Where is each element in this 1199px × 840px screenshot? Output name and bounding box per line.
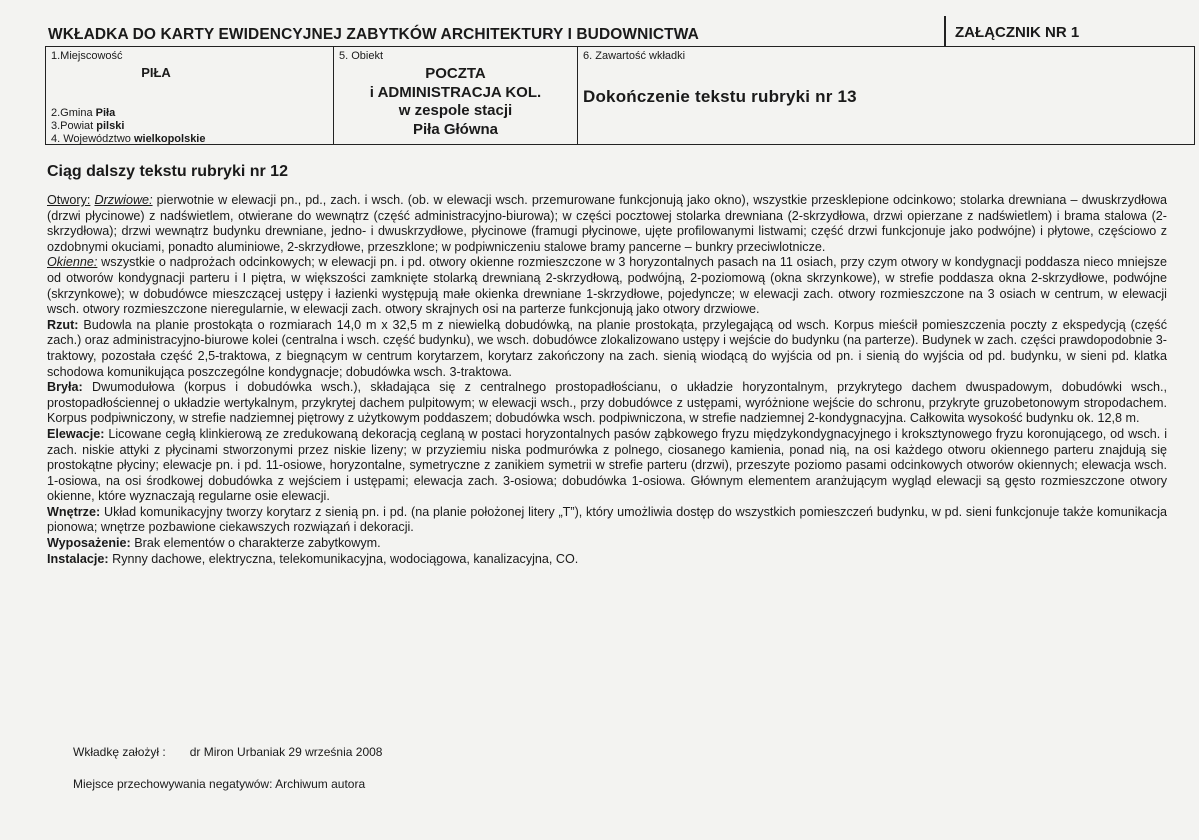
object-line-4: Piła Główna bbox=[412, 120, 499, 138]
bryla-label: Bryła: bbox=[47, 380, 83, 395]
paragraph-instalacje bbox=[47, 552, 1167, 568]
powiat-line bbox=[51, 120, 124, 133]
header-table bbox=[45, 46, 1195, 145]
instalacje-text: Rynny dachowe, elektryczna, telekomunikacyjna, wodociągowa, kanalizacyjna, CO. bbox=[108, 551, 579, 566]
voivodeship-line bbox=[51, 133, 205, 146]
contents-cell bbox=[577, 47, 1194, 144]
object-line-1: POCZTA bbox=[425, 65, 486, 82]
location-cell bbox=[46, 47, 333, 144]
gmina-line bbox=[51, 107, 115, 120]
powiat-value: pilski bbox=[96, 120, 125, 132]
object-label: 5. Obiekt bbox=[339, 50, 384, 62]
bryla-text: Dwumodułowa (korpus i dobudówka wsch.), składająca się z centralnego prostopadłościanu, o układzie horyzontalnym, przykrytego dachem dwuspadowym, dobudówki wsch., prostopadłościennej o układzie wertykalnym, przykrytej dachem pulpitowym; w elewacji wsch., przy dobudówce z ustępami, wyróżnione wejście do schronu, przykryte gruzobetonowym stropodachem. Korpus podpiwniczony, w strefie nadziemnej piętrowy z użytkowym poddaszem; dobudówka wsch. podpiwniczona, w strefie nadziemnej 2-kondygnacyjna. Całkowita wysokość budynku ok. 12,8 m. bbox=[47, 380, 1167, 426]
author-line bbox=[73, 745, 382, 759]
gmina-value: Piła bbox=[95, 107, 116, 119]
elewacje-label: Elewacje: bbox=[47, 426, 105, 441]
okienne-text: wszystkie o nadprożach odcinkowych; w elewacji pn. i pd. otwory okienne rozmieszczone w 3 horyzontalnych pasach na 11 osiach, przy czym otwory w kondygnacji poddasza nieco mniejsze od otworów kondygnacji parteru i I piętra, w większości zamknięte stolarką drewnianą 2-skrzydłową, podwójną, 2-poziomową (okna skrzynkowe), w strefie poddasza okna 2-skrzydłowe, podwójne (skrzynkowe); w dobudówce mieszczącej ustępy i łazienki występują małe okienka drewniane 1-skrzydłowe, pojedyncze; w elewacji zach. otwory rozmieszczone na 3 osiach w centrum, w elewacji wsch. otwory rozmieszczone nieregularnie, w elewacji zach. otwory skrajnych osi na parterze funkcjonują jako otwory drzwiowe. bbox=[47, 255, 1167, 317]
wnetrze-label: Wnętrze: bbox=[47, 504, 101, 519]
object-line-2: i ADMINISTRACJA KOL. bbox=[369, 83, 542, 101]
gmina-label: 2.Gmina bbox=[51, 107, 96, 119]
paragraph-rzut bbox=[47, 318, 1167, 380]
paragraph-wnetrze bbox=[47, 505, 1167, 536]
document-title: WKŁADKA DO KARTY EWIDENCYJNEJ ZABYTKÓW ARCHITEKTURY I BUDOWNICTWA bbox=[48, 26, 699, 43]
voivodeship-label: 4. Województwo bbox=[51, 133, 134, 145]
section-title: Ciąg dalszy tekstu rubryki nr 12 bbox=[47, 163, 288, 180]
author-value: dr Miron Urbaniak 29 września 2008 bbox=[189, 745, 383, 759]
voivodeship-value: wielkopolskie bbox=[133, 133, 206, 145]
powiat-label: 3.Powiat bbox=[51, 120, 97, 132]
contents-label: 6. Zawartość wkładki bbox=[583, 50, 686, 62]
elewacje-text: Licowane cegłą klinkierową ze zredukowaną dekoracją ceglaną w postaci horyzontalnych pasów ząbkowego fryzu międzykondygnacyjnego i kroksztynowego fryzu koronującego, od wsch. i zach. niskie attyki z płycinami stworzonymi przez niskie lizeny; w przyziemiu niska podmurówka z polnego, ciosanego kamienia, ponad nią, na osi każdego otworu okiennego parteru znajdują się prostokątne płyciny; elewacje pn. i pd. 11-osiowe, horyzontalne, symetryczne z zanikiem symetrii w strefie parteru (drzwi), przeszyte poziomo pasami odcinkowych otworów okiennych; elewacja wsch. 1-osiowa, na osi środkowej dobudówka z wejściem i ustępami; elewacja zach. 3-osiowa; dobudówka 1-osiowa. Głównym elementem aranżującym wygląd elewacji są gęsto rozmieszczone otwory okienne, które wyznaczają regularne osie elewacji. bbox=[47, 426, 1167, 504]
drzwiowe-label: Drzwiowe: bbox=[94, 193, 153, 207]
wyposazenie-label: Wyposażenie: bbox=[47, 536, 131, 551]
rzut-text: Budowla na planie prostokąta o rozmiarach 14,0 m x 32,5 m z niewielką dobudówką, na planie prostokąta, przylegającą od wsch. Korpus mieścił pomieszczenia poczty z ekspedycją (część zach.) oraz administracyjno-biurowe kolei (centralna i wsch. część budynku), we wsch. dobudówce zlokalizowano ustępy i wejście do budynku (na parterze). Budynek w zach. części prawdopodobnie 3-traktowy, pozostała część 2,5-traktowa, z biegnącym w centrum korytarzem, korytarz zakończony na zach. sienią wiodącą do wyjścia od pn. i sienią do wyjścia od pd. budynku, w sieni pd. klatka schodowa komunikująca poszczególne kondygnacje; dobudówka wsch. 3-traktowa. bbox=[47, 317, 1167, 379]
object-cell bbox=[333, 47, 577, 144]
okienne-label: Okienne: bbox=[47, 255, 98, 270]
annex-label: ZAŁĄCZNIK NR 1 bbox=[955, 24, 1080, 41]
instalacje-label: Instalacje: bbox=[47, 551, 109, 566]
storage-line: Miejsce przechowywania negatywów: Archiwum autora bbox=[73, 777, 366, 791]
contents-value: Dokończenie tekstu rubryki nr 13 bbox=[583, 87, 857, 106]
town-name: PIŁA bbox=[141, 65, 171, 80]
paragraph-okienne bbox=[47, 255, 1167, 317]
wnetrze-text: Układ komunikacyjny tworzy korytarz z sienią pn. i pd. (na planie położonej litery „T”), który umożliwia dostęp do wszystkich pomieszczeń budynku, w pd. sieni funkcjonuje także komunikacja pionowa; wnętrze pozbawione ciekawszych rozwiązań i dekoracji. bbox=[47, 504, 1167, 535]
annex-divider bbox=[944, 16, 946, 46]
paragraph-wyposazenie bbox=[47, 536, 1167, 552]
paragraph-drzwiowe bbox=[47, 193, 1167, 255]
drzwiowe-text: pierwotnie w elewacji pn., pd., zach. i wsch. (ob. w elewacji wsch. przemurowane funkcjonują jako okno), wszystkie przesklepione odcinkowo; stolarka drewniana – dwuskrzydłowa (drzwi płycinowe) z nadświetlem, otwierane do wewnątrz (część administracyjno-biurowa); w części pocztowej stolarka drewniana (2-skrzydłowa, drzwi opierzane z nadświetlem) i brama stalowa (2-skrzydłowa); drzwi wewnątrz budynku drewniane, jedno- i dwuskrzydłowe, płycinowe (framugi płycinowe, ujęte profilowanymi listwami; część drzwi funkcjonuje jako podwójne) i płytowe, częściowo z ozdobnymi okuciami, ponadto aluminiowe, 2-skrzydłowe, przeszklone; w podpiwniczeniu stalowe bramy pancerne – bunkry przeciwlotnicze. bbox=[47, 193, 1167, 254]
wyposazenie-text: Brak elementów o charakterze zabytkowym. bbox=[130, 536, 381, 551]
otwory-label: Otwory: bbox=[47, 193, 91, 207]
object-line-3: w zespole stacji bbox=[398, 102, 513, 119]
rzut-label: Rzut: bbox=[47, 317, 79, 332]
paragraph-bryla bbox=[47, 380, 1167, 427]
document-body bbox=[47, 193, 1167, 567]
author-label: Wkładkę założył : bbox=[73, 745, 166, 759]
location-label: 1.Miejscowość bbox=[51, 50, 123, 62]
object-name bbox=[334, 65, 577, 139]
paragraph-elewacje bbox=[47, 427, 1167, 505]
